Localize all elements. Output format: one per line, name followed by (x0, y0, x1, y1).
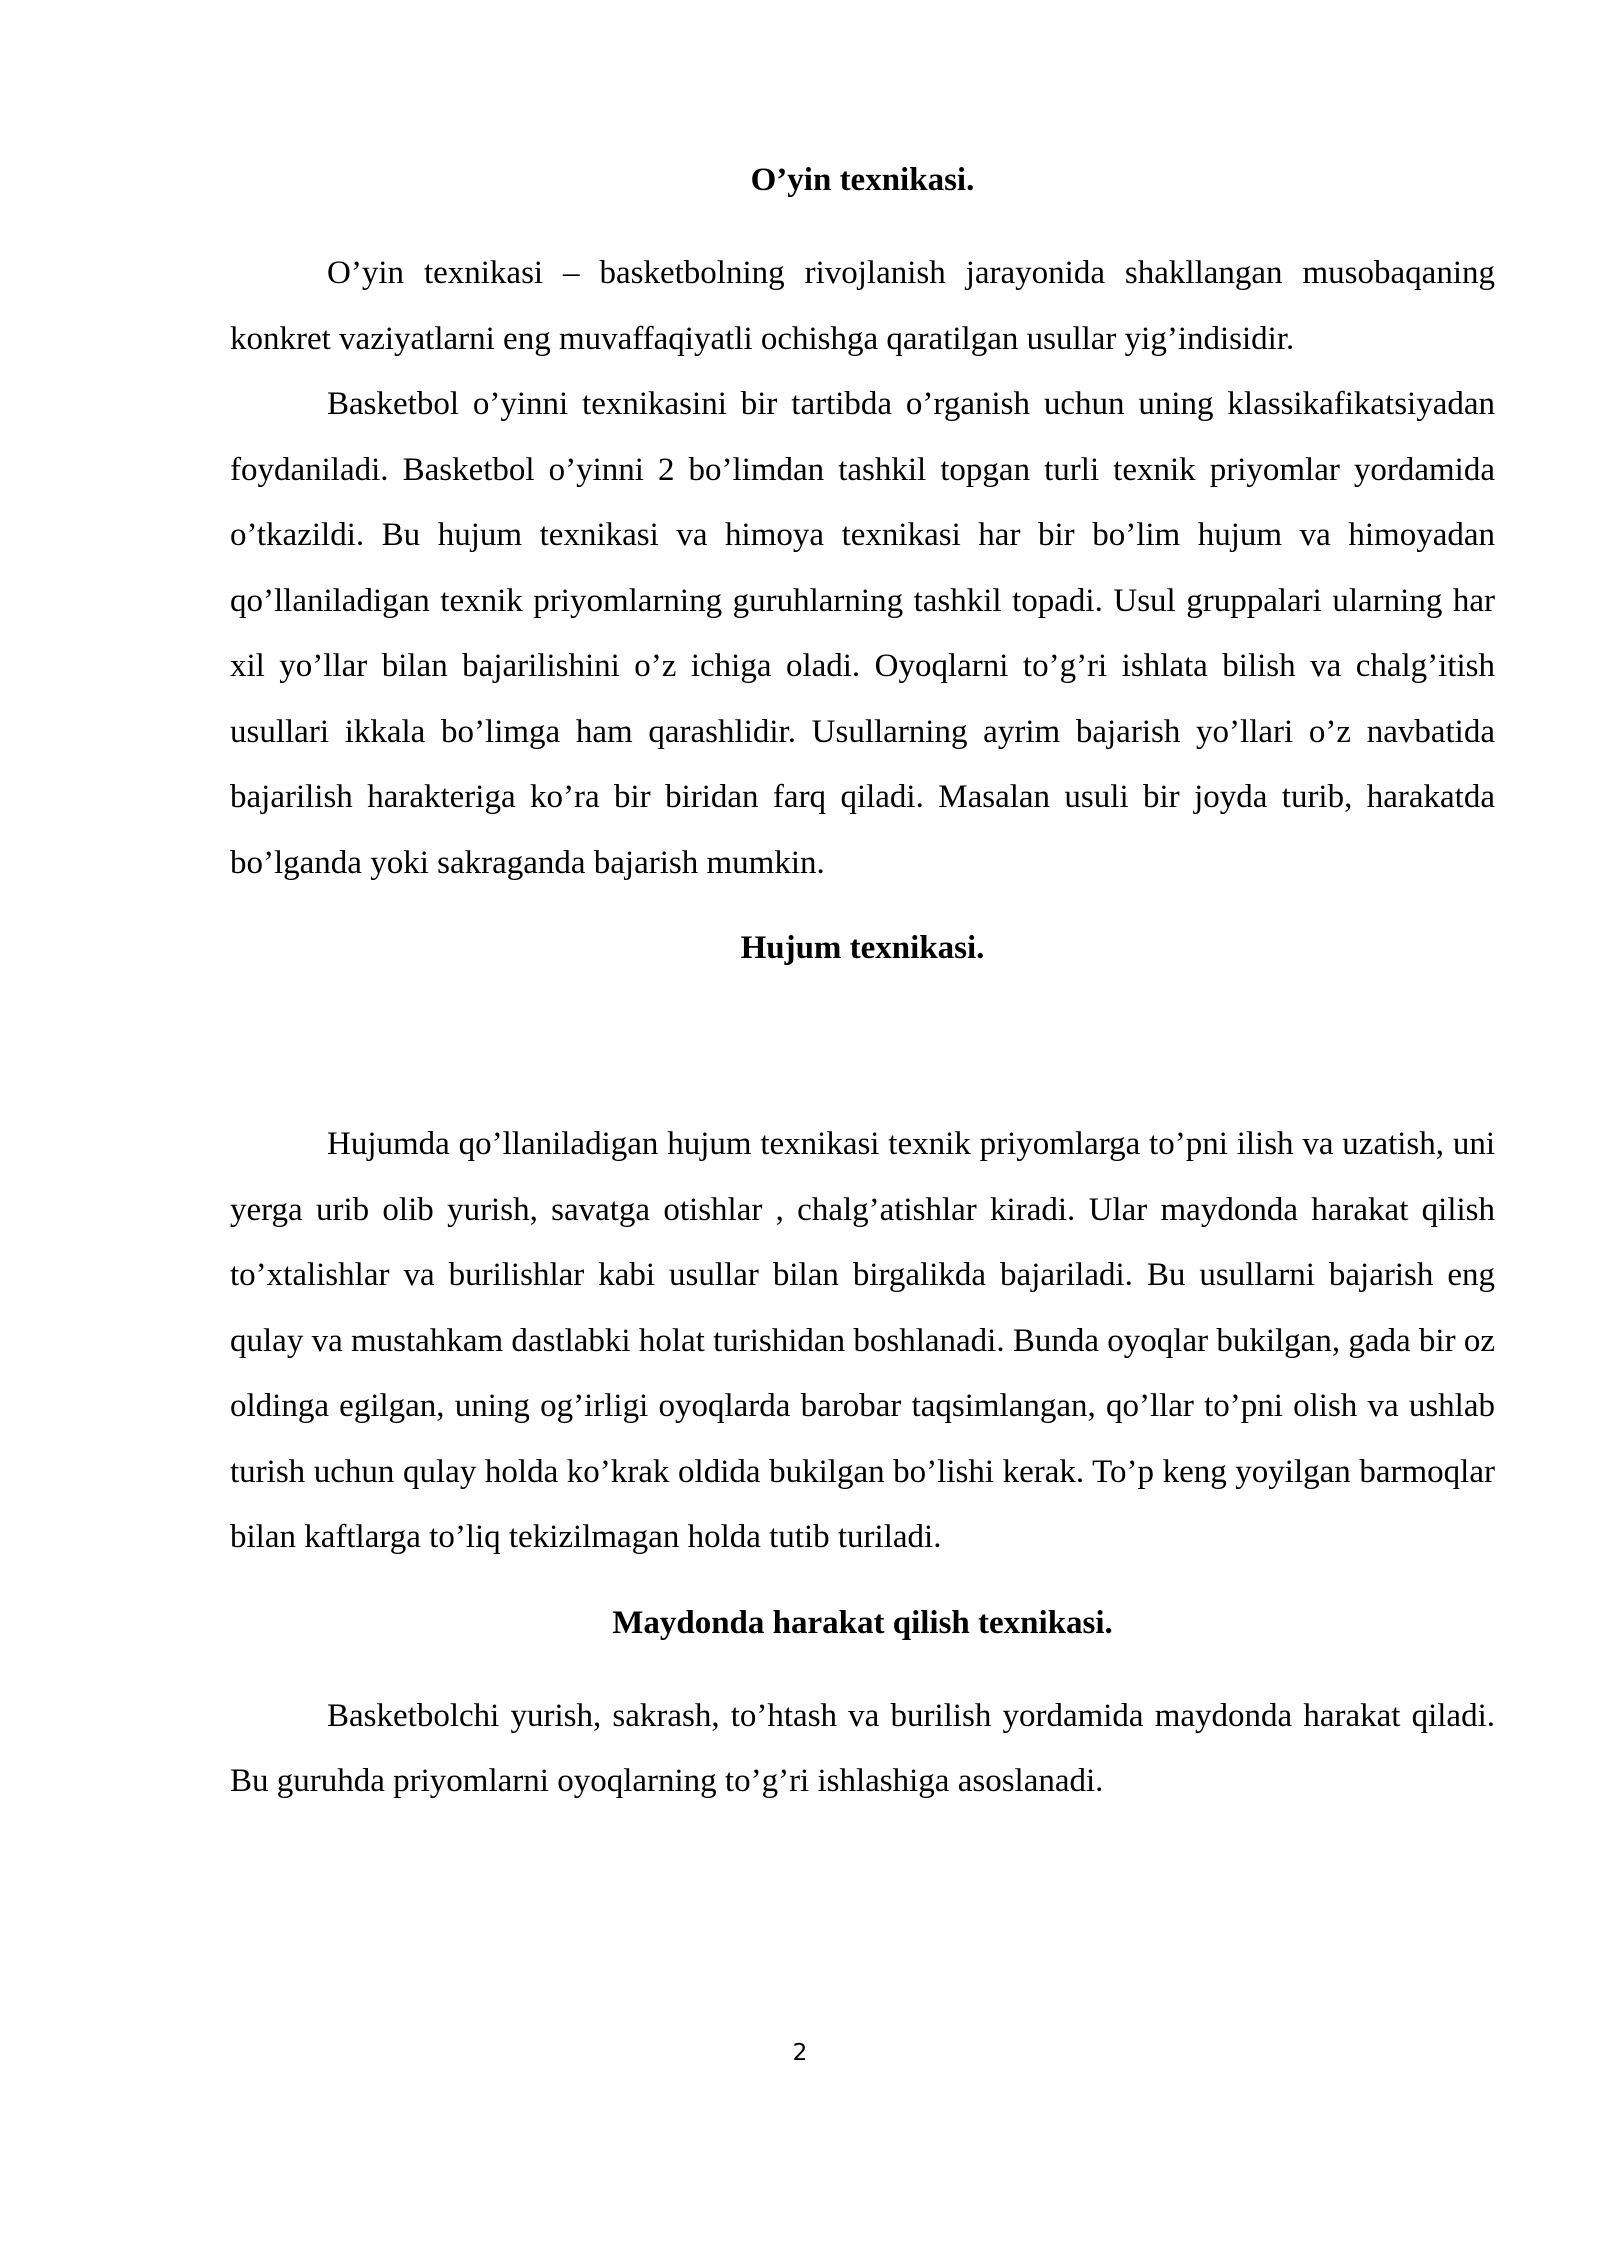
page-number: 2 (792, 2040, 808, 2066)
paragraph: Basketbolchi yurish, sakrash, to’htash va burilish yordamida maydonda harakat qiladi. Bu guruhda priyomlarni oyoqlarning to’g’ri ishlashiga asoslanadi. (230, 1697, 1495, 1799)
paragraph: Basketbol o’yinni texnikasini bir tartibda o’rganish uchun uning klassikafikatsiyadan foydaniladi. Basketbol o’yinni 2 bo’limdan tashkil topgan turli texnik priyomlar yordamida o’tkazildi. Bu hujum texnikasi va himoya texnikasi har bir bo’lim hujum va himoyadan qo’llaniladigan texnik priyomlarning guruhlarning tashkil topadi. Usul gruppalari ularning har xil yo’llar bilan bajarilishini o’z ichiga oladi. Oyoqlarni to’g’ri ishlata bilish va chalg’itish usullari ikkala bo’limga ham qarashlidir. Usullarning ayrim bajarish yo’llari o’z navbatida bajarilish harakteriga ko’ra bir biridan farq qiladi. Masalan usuli bir joyda turib, harakatda bo’lganda yoki sakraganda bajarish mumkin. (230, 386, 1495, 881)
section-heading: Maydonda harakat qilish texnikasi. (612, 1604, 1113, 1641)
paragraph: O’yin texnikasi – basketbolning rivojlanish jarayonida shakllangan musobaqaning konkret vaziyatlarni eng muvaffaqiyatli ochishga qaratilgan usullar yig’indisidir. (230, 255, 1495, 357)
document-page (230, 148, 1495, 1815)
section-heading: O’yin texnikasi. (750, 162, 975, 198)
paragraph: Hujumda qo’llaniladigan hujum texnikasi texnik priyomlarga to’pni ilish va uzatish, uni yerga urib olib yurish, savatga otishlar , chalg’atishlar kiradi. Ular maydonda harakat qilish to’xtalishlar va burilishlar kabi usullar bilan birgalikda bajariladi. Bu usullarni bajarish eng qulay va mustahkam dastlabki holat turishidan boshlanadi. Bunda oyoqlar bukilgan, gada bir oz oldinga egilgan, uning og’irligi oyoqlarda barobar taqsimlangan, qo’llar to’pni olish va ushlab turish uchun qulay holda ko’krak oldida bukilgan bo’lishi kerak. To’p keng yoyilgan barmoqlar bilan kaftlarga to’liq tekizilmagan holda tutib turiladi. (230, 1126, 1495, 1555)
section-heading: Hujum texnikasi. (740, 930, 985, 966)
